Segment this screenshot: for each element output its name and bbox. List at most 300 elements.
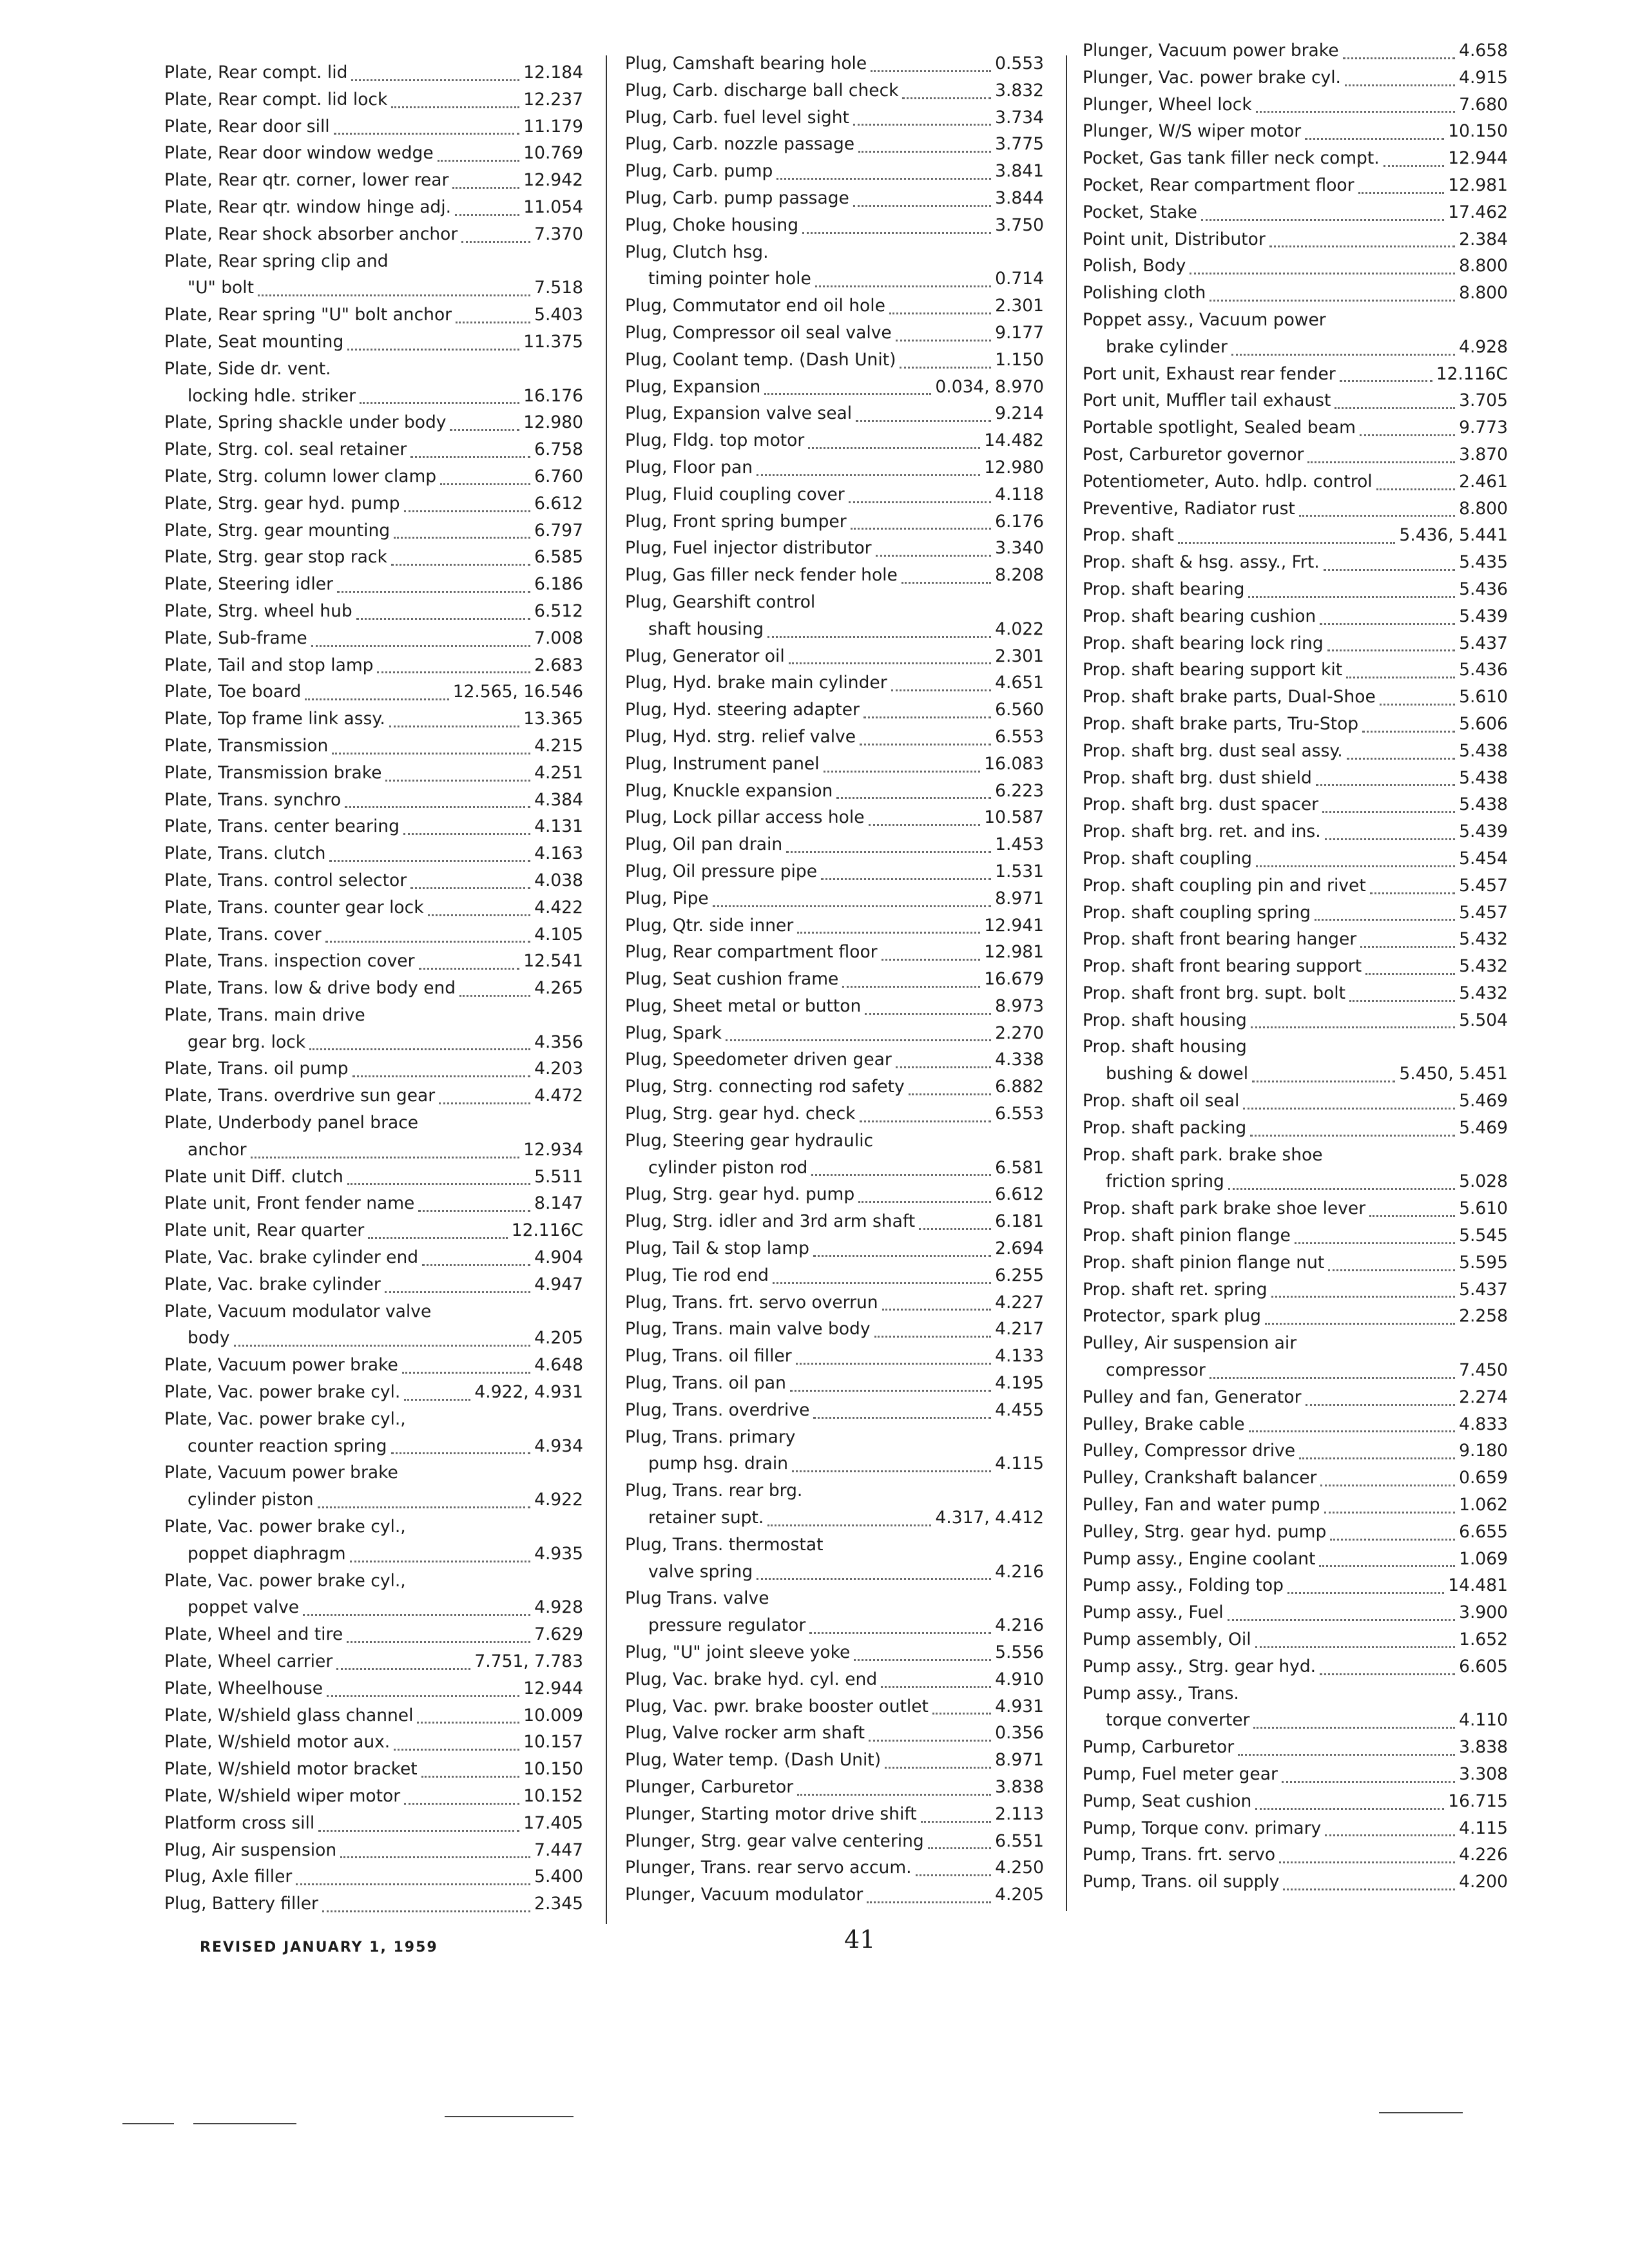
entry-name: Plug, Rear compartment floor bbox=[625, 942, 878, 963]
index-entry bbox=[625, 1639, 1044, 1666]
entry-name: counter reaction spring bbox=[188, 1436, 387, 1456]
dot-leader bbox=[1327, 649, 1455, 651]
index-entry bbox=[1083, 1033, 1508, 1061]
entry-name: Pulley, Strg. gear hyd. pump bbox=[1083, 1521, 1327, 1542]
entry-name: Plate, Strg. gear mounting bbox=[164, 520, 390, 541]
index-entry bbox=[625, 1100, 1044, 1128]
dot-leader bbox=[773, 1282, 991, 1284]
entry-reference: 10.009 bbox=[523, 1705, 583, 1725]
entry-name: Plate, Wheel carrier bbox=[164, 1651, 333, 1672]
dot-leader bbox=[842, 985, 980, 988]
entry-reference: 4.251 bbox=[534, 762, 583, 783]
index-entry bbox=[1083, 684, 1508, 711]
entry-name: Plate, W/shield motor aux. bbox=[164, 1732, 390, 1753]
entry-name: Plate, Sub-frame bbox=[164, 628, 307, 648]
entry-name: Plug, Carb. discharge ball check bbox=[625, 80, 899, 101]
entry-name: Plunger, Trans. rear servo accum. bbox=[625, 1858, 912, 1878]
entry-name: Plate, Trans. oil pump bbox=[164, 1059, 349, 1079]
dot-leader bbox=[757, 474, 980, 476]
index-entry bbox=[164, 1271, 583, 1298]
entry-name: Pump assembly, Oil bbox=[1083, 1629, 1251, 1650]
index-entry bbox=[625, 1666, 1044, 1693]
index-entry bbox=[164, 625, 583, 652]
index-entry bbox=[164, 1325, 583, 1352]
index-entry bbox=[164, 167, 583, 194]
entry-name: Plug, Battery filler bbox=[164, 1894, 318, 1914]
index-entry bbox=[625, 481, 1044, 508]
entry-reference: 8.971 bbox=[995, 888, 1044, 908]
index-entry bbox=[1083, 1411, 1508, 1438]
entry-reference: 10.587 bbox=[984, 807, 1044, 828]
entry-name: Portable spotlight, Sealed beam bbox=[1083, 418, 1356, 438]
entry-name: Port unit, Muffler tail exhaust bbox=[1083, 390, 1331, 411]
entry-name: Plunger, Starting motor drive shift bbox=[625, 1803, 917, 1824]
entry-name: Plate unit Diff. clutch bbox=[164, 1166, 343, 1187]
dot-leader bbox=[1178, 541, 1396, 544]
dot-leader bbox=[821, 878, 991, 880]
entry-reference: 6.553 bbox=[995, 726, 1044, 747]
dot-leader bbox=[461, 240, 530, 243]
entry-reference: 5.595 bbox=[1459, 1252, 1508, 1273]
index-entry bbox=[625, 966, 1044, 993]
dot-leader bbox=[305, 698, 448, 700]
entry-name: Pump, Trans. frt. servo bbox=[1083, 1845, 1276, 1865]
entry-name: Plate, Strg. wheel hub bbox=[164, 601, 352, 621]
entry-reference: 5.438 bbox=[1459, 740, 1508, 761]
dot-leader bbox=[811, 1173, 991, 1176]
entry-name: Plate, Vac. power brake cyl., bbox=[164, 1517, 406, 1537]
index-entry bbox=[1083, 1061, 1508, 1088]
index-entry bbox=[164, 1541, 583, 1568]
index-entry bbox=[164, 598, 583, 625]
index-entry bbox=[164, 463, 583, 490]
entry-name: Poppet assy., Vacuum power bbox=[1083, 309, 1326, 330]
entry-reference: 0.659 bbox=[1459, 1468, 1508, 1488]
index-entry bbox=[625, 427, 1044, 454]
entry-name: cylinder piston bbox=[188, 1490, 314, 1510]
entry-name: Pulley and fan, Generator bbox=[1083, 1387, 1302, 1407]
entry-reference: 6.760 bbox=[534, 466, 583, 486]
dot-leader bbox=[1370, 892, 1455, 894]
index-entry bbox=[1083, 738, 1508, 765]
dot-leader bbox=[802, 231, 991, 234]
entry-name: Prop. shaft brg. ret. and ins. bbox=[1083, 822, 1321, 842]
entry-reference: 1.531 bbox=[995, 861, 1044, 881]
entry-name: Plate, Rear door sill bbox=[164, 116, 330, 137]
entry-reference: 4.131 bbox=[534, 816, 583, 837]
scan-artifact-line bbox=[193, 2123, 296, 2124]
entry-name: Plate, Vacuum power brake bbox=[164, 1355, 398, 1376]
index-entry bbox=[164, 1810, 583, 1837]
entry-reference: 3.838 bbox=[1459, 1737, 1508, 1758]
entry-reference: 9.773 bbox=[1459, 418, 1508, 438]
dot-leader bbox=[757, 1577, 991, 1580]
entry-name: Plug, "U" joint sleeve yoke bbox=[625, 1642, 851, 1663]
index-entry bbox=[164, 760, 583, 787]
index-entry bbox=[1083, 253, 1508, 280]
dot-leader bbox=[1328, 1269, 1455, 1271]
index-entry bbox=[164, 840, 583, 867]
dot-leader bbox=[318, 1829, 519, 1832]
dot-leader bbox=[456, 321, 530, 323]
index-entry bbox=[625, 1747, 1044, 1774]
index-entry bbox=[625, 1128, 1044, 1155]
index-entry bbox=[1083, 818, 1508, 845]
index-entry bbox=[625, 1693, 1044, 1720]
entry-name: Plate, W/shield wiper motor bbox=[164, 1786, 401, 1806]
entry-name: Plug, Vac. pwr. brake booster outlet bbox=[625, 1696, 929, 1716]
entry-reference: 4.227 bbox=[995, 1292, 1044, 1312]
entry-name: Plug, Strg. idler and 3rd arm shaft bbox=[625, 1211, 916, 1232]
index-entry bbox=[625, 131, 1044, 158]
entry-reference: 2.683 bbox=[534, 655, 583, 675]
dot-leader bbox=[869, 823, 981, 826]
dot-leader bbox=[322, 1910, 530, 1912]
entry-name: Pump assy., Strg. gear hyd. bbox=[1083, 1656, 1316, 1677]
index-entry bbox=[1083, 64, 1508, 91]
index-entry bbox=[1083, 1653, 1508, 1680]
entry-name: Plug, Strg. connecting rod safety bbox=[625, 1077, 905, 1097]
entry-name: Plug, Strg. gear hyd. pump bbox=[625, 1184, 855, 1205]
entry-name: friction spring bbox=[1106, 1171, 1224, 1192]
dot-leader bbox=[767, 1524, 931, 1526]
entry-name: Pump assy., Folding top bbox=[1083, 1575, 1284, 1596]
index-entry bbox=[164, 1648, 583, 1675]
index-entry bbox=[164, 302, 583, 329]
dot-leader bbox=[1210, 299, 1455, 302]
index-entry bbox=[164, 894, 583, 921]
entry-reference: 4.904 bbox=[534, 1247, 583, 1268]
entry-reference: 4.250 bbox=[995, 1858, 1044, 1878]
entry-reference: 16.679 bbox=[984, 969, 1044, 990]
entry-name: Plug, Oil pressure pipe bbox=[625, 861, 818, 881]
dot-leader bbox=[440, 483, 530, 485]
dot-leader bbox=[340, 1856, 530, 1858]
entry-name: Plug, Qtr. side inner bbox=[625, 915, 794, 936]
entry-name: Plate, Rear compt. lid bbox=[164, 62, 348, 82]
entry-name: Prop. shaft brake parts, Tru-Stop bbox=[1083, 713, 1359, 734]
entry-reference: 5.437 bbox=[1459, 1279, 1508, 1300]
index-column-2 bbox=[625, 50, 1044, 1908]
dot-leader bbox=[410, 887, 530, 889]
entry-reference: 7.680 bbox=[1459, 94, 1508, 115]
index-entry bbox=[625, 858, 1044, 885]
entry-reference: 10.150 bbox=[1448, 121, 1508, 142]
index-entry bbox=[1083, 1841, 1508, 1869]
entry-reference: 4.648 bbox=[534, 1355, 583, 1376]
index-entry bbox=[1083, 1626, 1508, 1653]
entry-reference: 9.214 bbox=[995, 403, 1044, 424]
entry-name: Plate, Toe board bbox=[164, 682, 302, 702]
dot-leader bbox=[1380, 703, 1455, 706]
index-entry bbox=[1083, 1572, 1508, 1599]
index-entry bbox=[625, 589, 1044, 616]
dot-leader bbox=[1347, 757, 1455, 760]
entry-name: Plate, Rear compt. lid lock bbox=[164, 89, 388, 110]
entry-name: Plug, Camshaft bearing hole bbox=[625, 53, 867, 73]
entry-name: Plug, Trans. frt. servo overrun bbox=[625, 1292, 878, 1312]
entry-name: Prop. shaft bearing bbox=[1083, 579, 1245, 599]
entry-name: Polish, Body bbox=[1083, 256, 1186, 276]
entry-reference: 4.163 bbox=[534, 843, 583, 864]
dot-leader bbox=[1255, 1807, 1444, 1810]
dot-leader bbox=[377, 671, 530, 673]
column-divider bbox=[606, 55, 607, 1924]
entry-reference: 7.450 bbox=[1459, 1360, 1508, 1381]
index-entry bbox=[164, 1002, 583, 1029]
dot-leader bbox=[865, 1012, 991, 1015]
entry-reference: 2.384 bbox=[1459, 229, 1508, 249]
index-entry bbox=[1083, 1088, 1508, 1115]
entry-reference: 12.116C bbox=[1436, 363, 1508, 384]
entry-reference: 13.365 bbox=[523, 709, 583, 729]
entry-reference: 6.612 bbox=[995, 1184, 1044, 1205]
entry-name: torque converter bbox=[1106, 1710, 1250, 1731]
entry-name: Pulley, Brake cable bbox=[1083, 1414, 1245, 1434]
index-entry bbox=[164, 194, 583, 221]
entry-name: Prop. shaft pinion flange nut bbox=[1083, 1252, 1325, 1273]
index-entry bbox=[1083, 307, 1508, 334]
entry-name: Prop. shaft brake parts, Dual-Shoe bbox=[1083, 687, 1376, 707]
entry-name: Prop. shaft coupling pin and rivet bbox=[1083, 875, 1366, 896]
index-entry bbox=[625, 912, 1044, 939]
entry-reference: 4.022 bbox=[995, 619, 1044, 639]
index-entry bbox=[164, 921, 583, 948]
dot-leader bbox=[900, 366, 991, 369]
entry-name: Plunger, Wheel lock bbox=[1083, 94, 1252, 115]
entry-reference: 4.317, 4.412 bbox=[935, 1508, 1044, 1528]
dot-leader bbox=[385, 779, 530, 782]
index-entry bbox=[164, 86, 583, 113]
dot-leader bbox=[836, 796, 991, 799]
entry-name: Plate, Rear spring clip and bbox=[164, 251, 389, 271]
index-entry bbox=[1083, 1815, 1508, 1842]
entry-name: Plate, Wheel and tire bbox=[164, 1624, 343, 1645]
entry-name: Plug, Trans. oil pan bbox=[625, 1373, 786, 1394]
index-entry bbox=[1083, 334, 1508, 361]
entry-reference: 5.432 bbox=[1459, 929, 1508, 950]
entry-name: Plug, Trans. oil filler bbox=[625, 1346, 792, 1367]
dot-leader bbox=[428, 914, 531, 916]
entry-reference: 6.551 bbox=[995, 1831, 1044, 1851]
index-entry bbox=[625, 669, 1044, 697]
index-entry bbox=[1083, 199, 1508, 226]
entry-reference: 1.652 bbox=[1459, 1629, 1508, 1650]
entry-name: "U" bolt bbox=[188, 278, 254, 298]
entry-reference: 3.340 bbox=[995, 538, 1044, 559]
entry-reference: 6.553 bbox=[995, 1104, 1044, 1124]
index-entry bbox=[1083, 37, 1508, 64]
index-entry bbox=[625, 1370, 1044, 1397]
index-entry bbox=[1083, 91, 1508, 119]
entry-reference: 5.403 bbox=[534, 305, 583, 325]
index-entry bbox=[1083, 226, 1508, 253]
entry-reference: 5.504 bbox=[1459, 1010, 1508, 1030]
entry-reference: 3.832 bbox=[995, 80, 1044, 101]
entry-name: Plug, Instrument panel bbox=[625, 753, 820, 774]
entry-reference: 4.338 bbox=[995, 1050, 1044, 1070]
dot-leader bbox=[871, 70, 991, 72]
entry-name: Plug, Air suspension bbox=[164, 1840, 337, 1860]
index-entry bbox=[1083, 1599, 1508, 1626]
entry-reference: 4.118 bbox=[995, 484, 1044, 505]
entry-reference: 4.922 bbox=[534, 1490, 583, 1510]
dot-leader bbox=[797, 1793, 991, 1796]
entry-name: Plate, Side dr. vent. bbox=[164, 358, 331, 379]
entry-name: Plug, Expansion valve seal bbox=[625, 403, 853, 424]
entry-reference: 4.356 bbox=[534, 1032, 583, 1052]
entry-name: Plug, Vac. brake hyd. cyl. end bbox=[625, 1669, 878, 1689]
entry-name: Plate, Rear door window wedge bbox=[164, 143, 434, 164]
dot-leader bbox=[928, 1847, 991, 1849]
dot-leader bbox=[336, 1667, 470, 1670]
dot-leader bbox=[1299, 1457, 1455, 1459]
dot-leader bbox=[726, 1039, 991, 1041]
index-entry bbox=[625, 751, 1044, 778]
dot-leader bbox=[1340, 380, 1432, 382]
dot-leader bbox=[853, 123, 991, 126]
entry-name: Polishing cloth bbox=[1083, 283, 1206, 303]
entry-name: Plug, Valve rocker arm shaft bbox=[625, 1723, 865, 1744]
entry-reference: 4.455 bbox=[995, 1399, 1044, 1420]
index-entry bbox=[625, 50, 1044, 77]
entry-reference: 5.439 bbox=[1459, 822, 1508, 842]
dot-leader bbox=[1282, 1780, 1455, 1783]
entry-reference: 5.436 bbox=[1459, 579, 1508, 599]
dot-leader bbox=[1305, 137, 1444, 140]
entry-name: Plug, Generator oil bbox=[625, 646, 785, 666]
index-entry bbox=[164, 1055, 583, 1082]
dot-leader bbox=[325, 940, 530, 943]
entry-name: Plate unit, Rear quarter bbox=[164, 1220, 365, 1241]
entry-name: Plunger, Carburetor bbox=[625, 1777, 794, 1797]
index-entry bbox=[1083, 387, 1508, 414]
index-entry bbox=[1083, 549, 1508, 576]
index-entry bbox=[625, 1828, 1044, 1855]
entry-reference: 6.612 bbox=[534, 493, 583, 514]
dot-leader bbox=[767, 635, 991, 638]
entry-name: Plug, Hyd. brake main cylinder bbox=[625, 673, 887, 693]
index-entry bbox=[625, 1046, 1044, 1073]
scan-artifact-line bbox=[445, 2116, 574, 2117]
entry-name: Prop. shaft front brg. supt. bolt bbox=[1083, 983, 1346, 1003]
entry-name: Prop. shaft bearing cushion bbox=[1083, 606, 1316, 626]
dot-leader bbox=[891, 689, 992, 691]
entry-reference: 5.400 bbox=[534, 1867, 583, 1887]
entry-reference: 4.205 bbox=[995, 1885, 1044, 1905]
index-entry bbox=[625, 158, 1044, 185]
dot-leader bbox=[1283, 1888, 1455, 1890]
dot-leader bbox=[1238, 1753, 1455, 1756]
entry-name: compressor bbox=[1106, 1360, 1206, 1381]
index-entry bbox=[1083, 1249, 1508, 1276]
entry-name: Plate, Strg. col. seal retainer bbox=[164, 439, 407, 460]
entry-name: Plunger, Vacuum modulator bbox=[625, 1885, 863, 1905]
dot-leader bbox=[1190, 272, 1455, 274]
index-entry bbox=[1083, 1465, 1508, 1492]
entry-name: Plug, Trans. thermostat bbox=[625, 1534, 824, 1555]
entry-name: Pump assy., Engine coolant bbox=[1083, 1548, 1316, 1569]
dot-leader bbox=[1299, 514, 1455, 517]
dot-leader bbox=[854, 1658, 991, 1661]
entry-reference: 4.216 bbox=[995, 1615, 1044, 1636]
entry-name: Prop. shaft bearing support kit bbox=[1083, 660, 1343, 680]
index-entry bbox=[625, 1020, 1044, 1047]
index-entry bbox=[1083, 145, 1508, 172]
index-entry bbox=[1083, 1007, 1508, 1034]
dot-leader bbox=[853, 204, 991, 207]
entry-reference: 6.512 bbox=[534, 601, 583, 621]
entry-reference: 5.432 bbox=[1459, 956, 1508, 977]
dot-leader bbox=[303, 1613, 530, 1616]
dot-leader bbox=[309, 1048, 530, 1050]
index-entry bbox=[164, 1433, 583, 1460]
dot-leader bbox=[1210, 1376, 1455, 1379]
entry-name: Plate, Strg. column lower clamp bbox=[164, 466, 437, 486]
index-entry bbox=[164, 1514, 583, 1541]
entry-name: Plunger, Strg. gear valve centering bbox=[625, 1831, 924, 1851]
dot-leader bbox=[863, 716, 991, 718]
dot-leader bbox=[849, 501, 991, 503]
index-entry bbox=[164, 678, 583, 706]
entry-reference: 12.116C bbox=[511, 1220, 583, 1241]
entry-reference: 11.054 bbox=[523, 197, 583, 217]
entry-reference: 6.655 bbox=[1459, 1521, 1508, 1542]
dot-leader bbox=[1376, 488, 1455, 490]
index-entry bbox=[1083, 1519, 1508, 1546]
dot-leader bbox=[1320, 622, 1455, 625]
dot-leader bbox=[919, 1227, 991, 1230]
dot-leader bbox=[1279, 1861, 1455, 1863]
index-entry bbox=[164, 59, 583, 86]
dot-leader bbox=[1324, 568, 1455, 571]
entry-name: Plug, Trans. rear brg. bbox=[625, 1481, 803, 1501]
index-entry bbox=[1083, 118, 1508, 145]
index-entry bbox=[625, 643, 1044, 670]
entry-reference: 10.150 bbox=[523, 1759, 583, 1780]
dot-leader bbox=[403, 832, 530, 835]
dot-leader bbox=[337, 590, 530, 593]
index-entry bbox=[625, 697, 1044, 724]
index-entry bbox=[625, 185, 1044, 212]
dot-leader bbox=[789, 662, 991, 664]
index-entry bbox=[625, 320, 1044, 347]
entry-name: Pulley, Compressor drive bbox=[1083, 1441, 1296, 1461]
entry-reference: 5.610 bbox=[1459, 687, 1508, 707]
entry-reference: 4.910 bbox=[995, 1669, 1044, 1689]
index-entry bbox=[625, 1343, 1044, 1370]
entry-name: Plug, Speedometer driven gear bbox=[625, 1050, 892, 1070]
index-entry bbox=[1083, 1276, 1508, 1303]
index-entry bbox=[164, 1379, 583, 1406]
entry-reference: 2.301 bbox=[995, 296, 1044, 316]
dot-leader bbox=[815, 285, 991, 287]
index-entry bbox=[164, 1244, 583, 1271]
index-entry bbox=[164, 1756, 583, 1783]
dot-leader bbox=[1255, 1646, 1455, 1648]
dot-leader bbox=[901, 581, 991, 584]
entry-name: shaft housing bbox=[648, 619, 764, 639]
entry-reference: 4.833 bbox=[1459, 1414, 1508, 1434]
index-entry bbox=[1083, 1869, 1508, 1896]
index-entry bbox=[625, 1397, 1044, 1424]
entry-name: Plate, Vacuum power brake bbox=[164, 1463, 398, 1483]
entry-reference: 3.841 bbox=[995, 161, 1044, 182]
dot-leader bbox=[404, 510, 531, 512]
entry-reference: 3.838 bbox=[995, 1777, 1044, 1797]
entry-reference: 5.457 bbox=[1459, 902, 1508, 923]
dot-leader bbox=[1319, 1564, 1455, 1567]
